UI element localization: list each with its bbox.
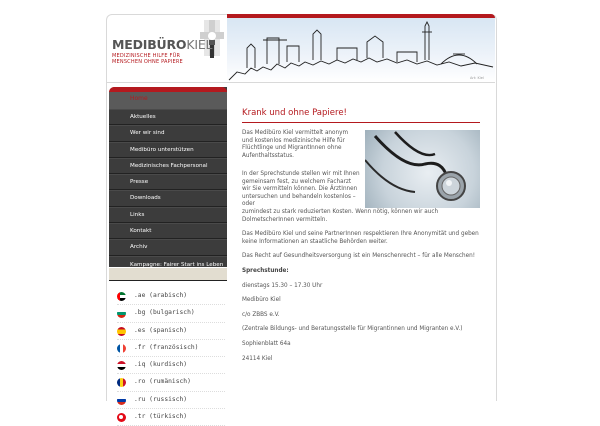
nav-footer-band: [109, 268, 227, 280]
header-divider: [106, 82, 495, 83]
logo-wordmark: MEDIBÜROKIEL: [112, 37, 213, 52]
hours-text: dienstags 15.30 – 17.30 Uhr: [242, 282, 323, 289]
intro-text: Das Medibüro Kiel vermittelt anonym und kostenlos medizinische Hilfe für Flüchtlinge und MigrantInnen ohne Aufenthaltsstatus.: [242, 130, 349, 159]
flag-ae-icon: [117, 292, 126, 301]
page-title: Krank und ohne Papiere!: [242, 108, 480, 123]
address-org: Medibüro Kiel: [242, 297, 281, 304]
address-org-full: (Zentrale Bildungs- und Beratungsstelle für Migrantinnen und Migranten e.V.): [242, 326, 463, 333]
main-navigation: [109, 87, 227, 267]
address-city: 24114 Kiel: [242, 355, 273, 362]
address-street: Sophienblatt 64a: [242, 340, 291, 347]
flag-ro-icon: [117, 378, 126, 387]
content-body: [242, 171, 480, 370]
main-content: [242, 108, 480, 362]
language-item-tr[interactable]: .tr (türkisch): [117, 409, 225, 426]
language-item-bg[interactable]: .bg (bulgarisch): [117, 305, 225, 322]
address-co: c/o ZBBS e.V.: [242, 311, 280, 318]
language-list: [117, 288, 225, 426]
nav-item-archiv[interactable]: Archiv: [109, 239, 227, 255]
nav-item-home[interactable]: [109, 92, 227, 109]
language-item-iq[interactable]: .iq (kurdisch): [117, 357, 225, 374]
language-item-ru[interactable]: .ru (russisch): [117, 392, 225, 409]
nav-home-label: Home: [130, 95, 148, 102]
sprechstunde-text-b: zumindest zu stark reduzierten Kosten. Wenn nötig, können wir auch DolmetscherInnen vermitteln.: [242, 208, 439, 223]
flag-bg-icon: [117, 309, 126, 318]
logo-tagline: MEDIZINISCHE HILFE FÜR MENSCHEN OHNE PAPIERE: [112, 53, 183, 65]
site-logo[interactable]: [110, 18, 225, 76]
nav-item-unterstuetzen[interactable]: Medibüro unterstützen: [109, 142, 227, 158]
partners-text: Das Medibüro Kiel und seine PartnerInnen respektieren Ihre Anonymität und geben keine Informationen an staatliche Behörden weiter.: [242, 231, 479, 245]
hours-heading: Sprechstunde:: [242, 267, 289, 274]
nav-item-wer-wir-sind[interactable]: Wer wir sind: [109, 125, 227, 141]
nav-item-kampagne[interactable]: Kampagne: Fairer Start ins Leben: [109, 256, 227, 281]
flag-tr-icon: [117, 413, 126, 422]
flag-fr-icon: [117, 344, 126, 353]
nav-item-downloads[interactable]: Downloads: [109, 190, 227, 206]
nav-item-links[interactable]: Links: [109, 207, 227, 223]
language-item-ro[interactable]: .ro (rumänisch): [117, 374, 225, 391]
language-item-fr[interactable]: .fr (französisch): [117, 340, 225, 357]
language-item-es[interactable]: .es (spanisch): [117, 323, 225, 340]
language-item-ae[interactable]: .ae (arabisch): [117, 288, 225, 305]
nav-list: [109, 109, 227, 281]
banner-credit: Art: Kiel: [470, 76, 484, 80]
nav-item-fachpersonal[interactable]: Medizinisches Fachpersonal: [109, 158, 227, 174]
sprechstunde-text-a: In der Sprechstunde stellen wir mit Ihnen gemeinsam fest, zu welchem Facharzt wir Sie vermitteln können. Die ÄrztInnen untersuchen und behandeln kostenlos – oder: [242, 171, 360, 208]
nav-item-presse[interactable]: Presse: [109, 174, 227, 190]
nav-item-aktuelles[interactable]: Aktuelles: [109, 109, 227, 125]
flag-iq-icon: [117, 361, 126, 370]
flag-ru-icon: [117, 396, 126, 405]
header-banner-skyline: [227, 18, 495, 82]
flag-es-icon: [117, 327, 126, 336]
nav-item-kontakt[interactable]: Kontakt: [109, 223, 227, 239]
rights-text: Das Recht auf Gesundheitsversorgung ist ein Menschenrecht – für alle Menschen!: [242, 253, 476, 260]
skyline-drawing: [227, 18, 495, 82]
